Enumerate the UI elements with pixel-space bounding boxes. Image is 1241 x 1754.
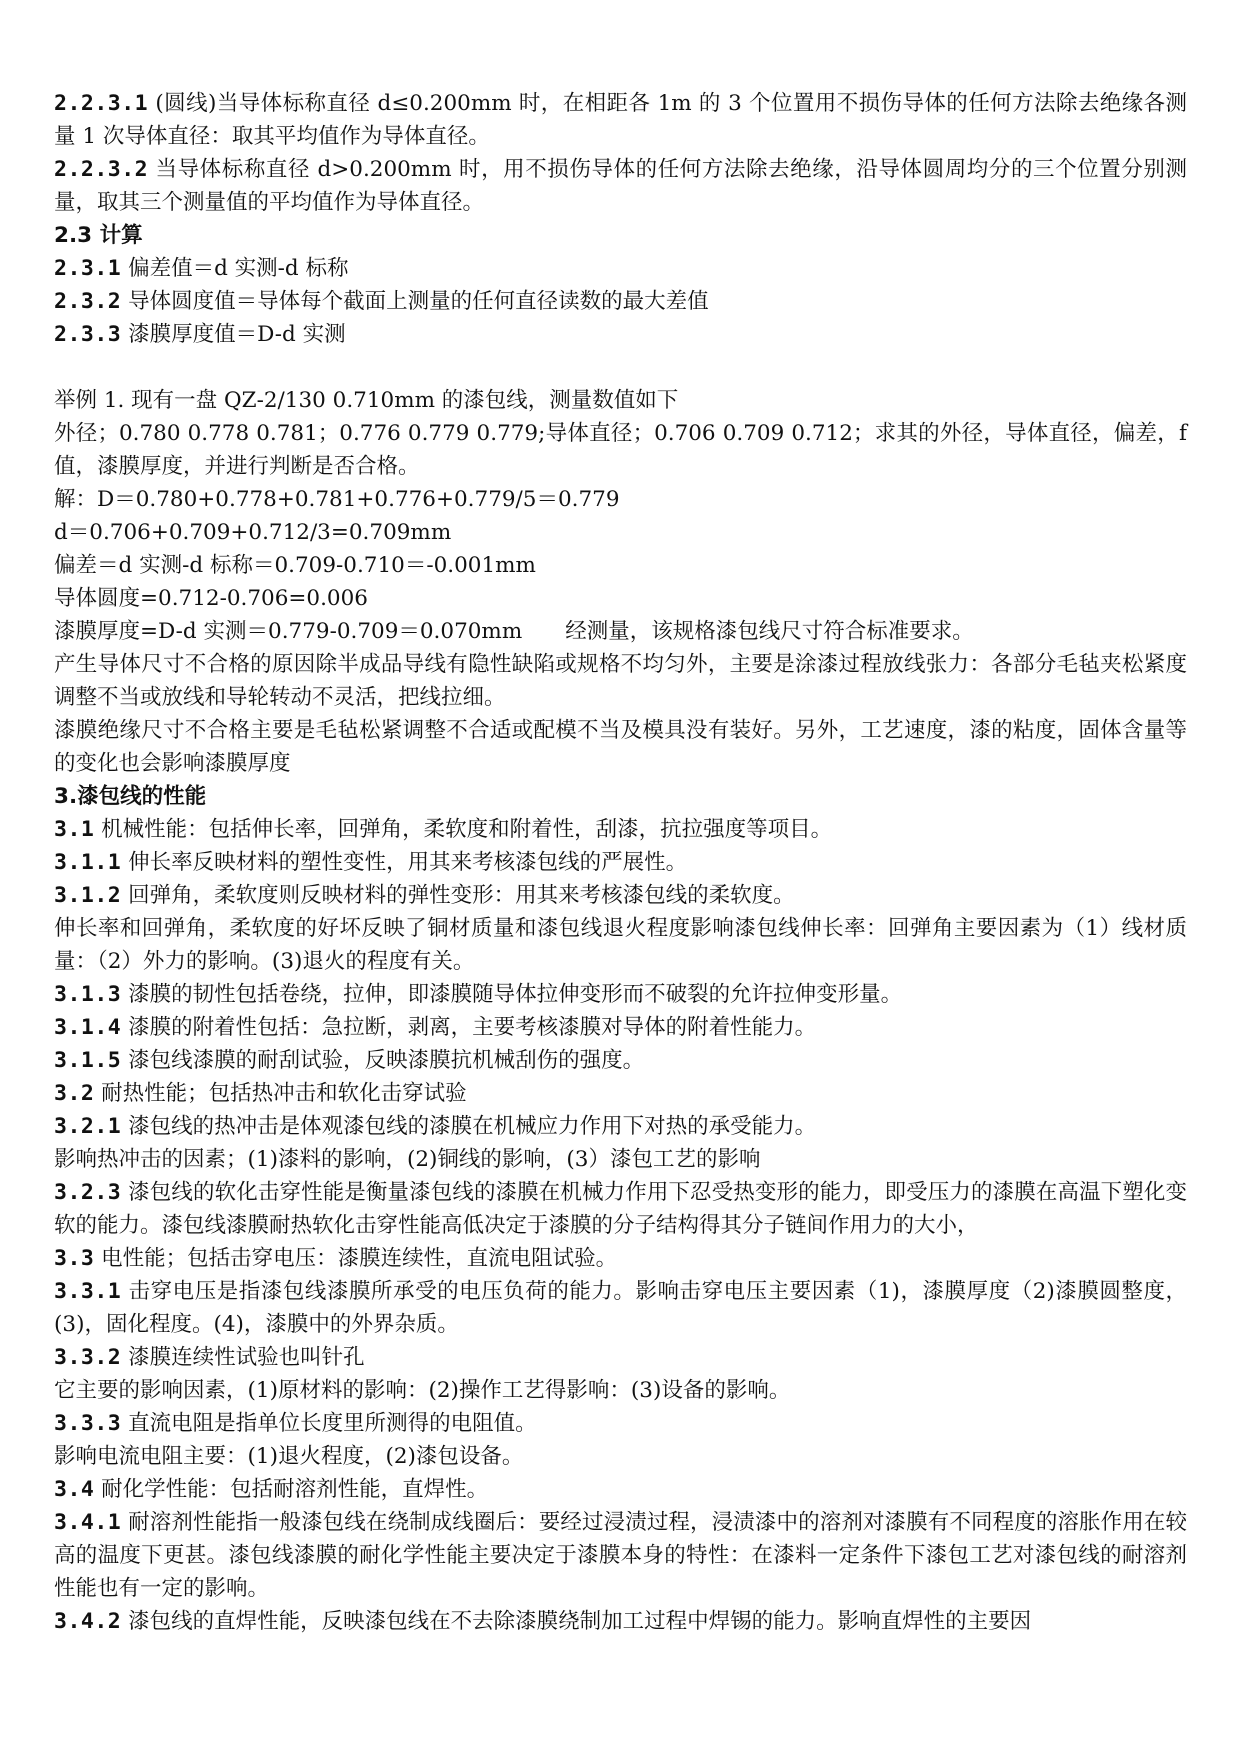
paragraph-text: 机械性能：包括伸长率，回弹角，柔软度和附着性，刮漆，抗拉强度等项目。 [94, 817, 833, 842]
paragraph [54, 1605, 1187, 1638]
paragraph [54, 1440, 1187, 1473]
paragraph-text: 影响热冲击的因素；(1)漆料的影响，(2)铜线的影响，(3）漆包工艺的影响 [54, 1147, 761, 1172]
section-heading [54, 219, 1187, 252]
section-number: 3.1 [54, 817, 95, 842]
heading-text: 2.3 计算 [54, 223, 143, 248]
paragraph [54, 978, 1187, 1011]
paragraph-text: 当导体标称直径 d>0.200mm 时，用不损伤导体的任何方法除去绝缘，沿导体圆周均分的三个位置分别测量，取其三个测量值的平均值作为导体直径。 [54, 157, 1187, 215]
paragraph-text: d＝0.706+0.709+0.712/3=0.709mm [54, 520, 452, 545]
paragraph [54, 252, 1187, 285]
paragraph [54, 1044, 1187, 1077]
paragraph-text: 直流电阻是指单位长度里所测得的电阻值。 [121, 1411, 537, 1436]
paragraph [54, 285, 1187, 318]
paragraph [54, 483, 1187, 516]
section-number: 3.3.2 [54, 1345, 122, 1370]
paragraph-text: 耐热性能；包括热冲击和软化击穿试验 [94, 1081, 467, 1106]
section-number: 3.2.1 [54, 1114, 122, 1139]
paragraph [54, 813, 1187, 846]
section-number: 2.3.1 [54, 256, 122, 281]
paragraph [54, 1143, 1187, 1176]
section-number: 3.4.2 [54, 1609, 122, 1634]
section-number: 3.1.2 [54, 883, 122, 908]
paragraph [54, 1275, 1187, 1341]
paragraph-text: 漆包线漆膜的耐刮试验，反映漆膜抗机械刮伤的强度。 [121, 1048, 645, 1073]
section-number: 3.3.3 [54, 1411, 122, 1436]
paragraph [54, 714, 1187, 780]
section-heading [54, 780, 1187, 813]
paragraph [54, 1176, 1187, 1242]
paragraph [54, 1506, 1187, 1605]
paragraph-text: 偏差值＝d 实测-d 标称 [121, 256, 349, 281]
paragraph [54, 87, 1187, 153]
paragraph [54, 384, 1187, 417]
section-number: 3.4 [54, 1477, 95, 1502]
section-number: 3.1.5 [54, 1048, 122, 1073]
section-number: 3.1.3 [54, 982, 122, 1007]
section-number: 2.3.3 [54, 322, 122, 347]
heading-text: 3.漆包线的性能 [54, 784, 207, 809]
paragraph-text: (圆线)当导体标称直径 d≤0.200mm 时，在相距各 1m 的 3 个位置用不损伤导体的任何方法除去绝缘各测量 1 次导体直径：取其平均值作为导体直径。 [54, 91, 1187, 149]
section-number: 3.1.1 [54, 850, 122, 875]
paragraph [54, 1473, 1187, 1506]
paragraph [54, 516, 1187, 549]
paragraph [54, 1341, 1187, 1374]
paragraph-text: 电性能；包括击穿电压：漆膜连续性，直流电阻试验。 [94, 1246, 618, 1271]
section-number: 2.2.3.1 [54, 91, 149, 116]
paragraph-text: 漆包线的软化击穿性能是衡量漆包线的漆膜在机械力作用下忍受热变形的能力，即受压力的漆膜在高温下塑化变软的能力。漆包线漆膜耐热软化击穿性能高低决定于漆膜的分子结构得其分子链间作用力的大小， [54, 1180, 1187, 1238]
paragraph [54, 846, 1187, 879]
section-number: 2.3.2 [54, 289, 122, 314]
paragraph-text: 漆膜厚度值＝D-d 实测 [121, 322, 346, 347]
paragraph-text: 漆膜厚度=D-d 实测＝0.779-0.709＝0.070mm 经测量，该规格漆包线尺寸符合标准要求。 [54, 619, 974, 644]
paragraph [54, 549, 1187, 582]
paragraph-text: 漆膜的韧性包括卷绕，拉伸，即漆膜随导体拉伸变形而不破裂的允许拉伸变形量。 [121, 982, 903, 1007]
paragraph-text: 伸长率反映材料的塑性变性，用其来考核漆包线的严展性。 [121, 850, 688, 875]
paragraph-text: 解：D＝0.780+0.778+0.781+0.776+0.779/5＝0.779 [54, 487, 620, 512]
section-number: 3.2 [54, 1081, 95, 1106]
paragraph-text: 击穿电压是指漆包线漆膜所承受的电压负荷的能力。影响击穿电压主要因素（1)，漆膜厚度（2)漆膜圆整度，(3)，固化程度。(4)，漆膜中的外界杂质。 [54, 1279, 1187, 1337]
paragraph [54, 1374, 1187, 1407]
paragraph-text: 它主要的影响因素，(1)原材料的影响：(2)操作工艺得影响：(3)设备的影响。 [54, 1378, 791, 1403]
paragraph [54, 879, 1187, 912]
paragraph-text: 耐溶剂性能指一般漆包线在绕制成线圈后：要经过浸渍过程，浸渍漆中的溶剂对漆膜有不同程度的溶胀作用在较高的温度下更甚。漆包线漆膜的耐化学性能主要决定于漆膜本身的特性：在漆料一定条件下漆包工艺对漆包线的耐溶剂性能也有一定的影响。 [54, 1510, 1187, 1601]
paragraph-text: 偏差＝d 实测-d 标称＝0.709-0.710＝-0.001mm [54, 553, 536, 578]
paragraph [54, 318, 1187, 351]
paragraph-text: 漆包线的直焊性能，反映漆包线在不去除漆膜绕制加工过程中焊锡的能力。影响直焊性的主要因 [121, 1609, 1032, 1634]
paragraph-text: 外径；0.780 0.778 0.781；0.776 0.779 0.779;导体直径；0.706 0.709 0.712；求其的外径，导体直径，偏差，f 值，漆膜厚度，并进行判断是否合格。 [54, 421, 1187, 479]
section-number: 3.1.4 [54, 1015, 122, 1040]
paragraph [54, 648, 1187, 714]
paragraph-text: 漆膜连续性试验也叫针孔 [121, 1345, 365, 1370]
paragraph-text: 导体圆度=0.712-0.706=0.006 [54, 586, 368, 611]
section-number: 2.2.3.2 [54, 157, 149, 182]
section-number: 3.3.1 [54, 1279, 122, 1304]
paragraph-text: 影响电流电阻主要：(1)退火程度，(2)漆包设备。 [54, 1444, 524, 1469]
paragraph [54, 1011, 1187, 1044]
paragraph-text: 导体圆度值＝导体每个截面上测量的任何直径读数的最大差值 [121, 289, 709, 314]
paragraph-text: 漆膜绝缘尺寸不合格主要是毛毡松紧调整不合适或配模不当及模具没有装好。另外，工艺速度，漆的粘度，固体含量等的变化也会影响漆膜厚度 [54, 718, 1187, 776]
paragraph [54, 153, 1187, 219]
section-number: 3.2.3 [54, 1180, 122, 1205]
paragraph-text: 回弹角，柔软度则反映材料的弹性变形：用其来考核漆包线的柔软度。 [121, 883, 795, 908]
paragraph [54, 582, 1187, 615]
section-number: 3.4.1 [54, 1510, 122, 1535]
paragraph-text: 产生导体尺寸不合格的原因除半成品导线有隐性缺陷或规格不均匀外，主要是涂漆过程放线张力：各部分毛毡夹松紧度调整不当或放线和导轮转动不灵活，把线拉细。 [54, 652, 1187, 710]
paragraph [54, 615, 1187, 648]
paragraph-text: 漆膜的附着性包括：急拉断，剥离，主要考核漆膜对导体的附着性能力。 [121, 1015, 817, 1040]
paragraph-text: 伸长率和回弹角，柔软度的好坏反映了铜材质量和漆包线退火程度影响漆包线伸长率：回弹角主要因素为（1）线材质量：（2）外力的影响。(3)退火的程度有关。 [54, 916, 1187, 974]
paragraph-text: 漆包线的热冲击是体观漆包线的漆膜在机械应力作用下对热的承受能力。 [121, 1114, 817, 1139]
paragraph [54, 1077, 1187, 1110]
paragraph [54, 1407, 1187, 1440]
section-number: 3.3 [54, 1246, 95, 1271]
paragraph [54, 1242, 1187, 1275]
document-body [54, 87, 1187, 1638]
paragraph-text: 耐化学性能：包括耐溶剂性能，直焊性。 [94, 1477, 489, 1502]
paragraph-text: 举例 1. 现有一盘 QZ-2/130 0.710mm 的漆包线，测量数值如下 [54, 388, 679, 413]
paragraph [54, 417, 1187, 483]
paragraph [54, 1110, 1187, 1143]
paragraph [54, 912, 1187, 978]
blank-line [54, 351, 1187, 384]
